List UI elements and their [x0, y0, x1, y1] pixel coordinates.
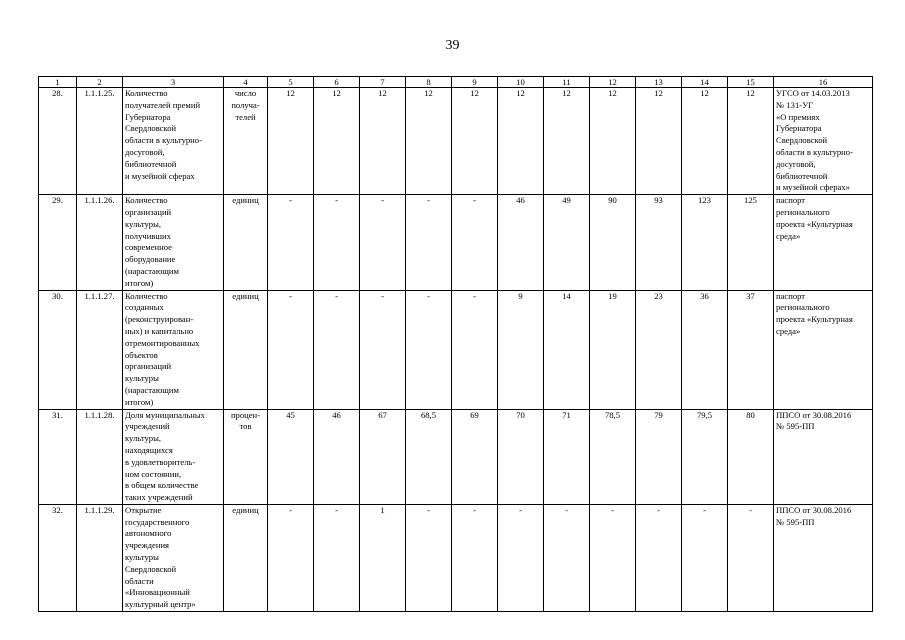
row-number: 29. [39, 195, 77, 290]
value-cell: - [360, 195, 406, 290]
row-number: 30. [39, 290, 77, 409]
value-cell: - [636, 504, 682, 611]
source-cell: ППСО от 30.08.2016 № 595-ПП [774, 504, 873, 611]
indicator-name: Открытие государственного автономного учреждения культуры Свердловской области «Инновационный культурный центр» [123, 504, 224, 611]
header-cell: 16 [774, 77, 873, 88]
header-cell: 5 [268, 77, 314, 88]
row-code: 1.1.1.27. [77, 290, 123, 409]
row-code: 1.1.1.25. [77, 88, 123, 195]
indicators-table [38, 76, 873, 612]
value-cell: - [406, 195, 452, 290]
value-cell: 9 [498, 290, 544, 409]
header-cell: 6 [314, 77, 360, 88]
value-cell: - [452, 504, 498, 611]
value-cell: - [406, 504, 452, 611]
header-cell: 14 [682, 77, 728, 88]
indicator-name: Доля муниципальных учреждений культуры, находящихся в удовлетворитель- ном состоянии, в общем количестве таких учреждений [123, 409, 224, 504]
value-cell: 12 [360, 88, 406, 195]
indicator-name: Количество созданных (реконструирован- ных) и капитально отремонтированных объектов организаций культуры (нарастающим итогом) [123, 290, 224, 409]
value-cell: 12 [498, 88, 544, 195]
table-row [39, 88, 873, 195]
value-cell: 49 [544, 195, 590, 290]
value-cell: 1 [360, 504, 406, 611]
value-cell: 37 [728, 290, 774, 409]
header-cell: 12 [590, 77, 636, 88]
value-cell: - [314, 290, 360, 409]
source-cell: УГСО от 14.03.2013 № 131-УГ «О премиях Губернатора Свердловской области в культурно- досуговой, библиотечной и музейной сферах» [774, 88, 873, 195]
table-row [39, 409, 873, 504]
value-cell: - [314, 195, 360, 290]
value-cell: 79 [636, 409, 682, 504]
value-cell: 14 [544, 290, 590, 409]
value-cell: - [682, 504, 728, 611]
row-code: 1.1.1.26. [77, 195, 123, 290]
row-number: 32. [39, 504, 77, 611]
header-cell: 7 [360, 77, 406, 88]
value-cell: - [268, 504, 314, 611]
page-number: 39 [445, 38, 460, 53]
table-row [39, 504, 873, 611]
value-cell: 46 [314, 409, 360, 504]
value-cell: - [314, 504, 360, 611]
value-cell: 19 [590, 290, 636, 409]
value-cell: 123 [682, 195, 728, 290]
row-code: 1.1.1.29. [77, 504, 123, 611]
header-cell: 8 [406, 77, 452, 88]
header-cell: 2 [77, 77, 123, 88]
unit-cell: число получа- телей [224, 88, 268, 195]
value-cell: 67 [360, 409, 406, 504]
value-cell: - [498, 504, 544, 611]
table-row [39, 290, 873, 409]
value-cell: 69 [452, 409, 498, 504]
indicator-name: Количество организаций культуры, получивших современное оборудование (нарастающим итогом) [123, 195, 224, 290]
value-cell: 71 [544, 409, 590, 504]
row-number: 28. [39, 88, 77, 195]
header-cell: 1 [39, 77, 77, 88]
source-cell: ППСО от 30.08.2016 № 595-ПП [774, 409, 873, 504]
value-cell: 12 [636, 88, 682, 195]
unit-cell: единиц [224, 504, 268, 611]
value-cell: - [728, 504, 774, 611]
value-cell: 78,5 [590, 409, 636, 504]
value-cell: 23 [636, 290, 682, 409]
value-cell: 79,5 [682, 409, 728, 504]
source-cell: паспорт регионального проекта «Культурная среда» [774, 195, 873, 290]
header-cell: 4 [224, 77, 268, 88]
header-cell: 15 [728, 77, 774, 88]
value-cell: 125 [728, 195, 774, 290]
value-cell: 12 [268, 88, 314, 195]
value-cell: - [544, 504, 590, 611]
row-code: 1.1.1.28. [77, 409, 123, 504]
value-cell: 45 [268, 409, 314, 504]
header-cell: 13 [636, 77, 682, 88]
value-cell: 80 [728, 409, 774, 504]
value-cell: - [452, 195, 498, 290]
value-cell: - [406, 290, 452, 409]
table-row [39, 195, 873, 290]
value-cell: 90 [590, 195, 636, 290]
value-cell: - [590, 504, 636, 611]
value-cell: - [360, 290, 406, 409]
value-cell: 12 [314, 88, 360, 195]
source-cell: паспорт регионального проекта «Культурная среда» [774, 290, 873, 409]
value-cell: - [268, 290, 314, 409]
row-number: 31. [39, 409, 77, 504]
value-cell: 12 [452, 88, 498, 195]
header-cell: 3 [123, 77, 224, 88]
value-cell: 12 [590, 88, 636, 195]
value-cell: - [268, 195, 314, 290]
header-row [39, 77, 873, 88]
value-cell: 12 [544, 88, 590, 195]
value-cell: 36 [682, 290, 728, 409]
value-cell: 12 [406, 88, 452, 195]
value-cell: 12 [682, 88, 728, 195]
value-cell: - [452, 290, 498, 409]
unit-cell: процен- тов [224, 409, 268, 504]
value-cell: 46 [498, 195, 544, 290]
unit-cell: единиц [224, 195, 268, 290]
value-cell: 70 [498, 409, 544, 504]
header-cell: 11 [544, 77, 590, 88]
header-cell: 9 [452, 77, 498, 88]
unit-cell: единиц [224, 290, 268, 409]
indicator-name: Количество получателей премий Губернатора Свердловской области в культурно- досуговой, библиотечной и музейной сферах [123, 88, 224, 195]
header-cell: 10 [498, 77, 544, 88]
value-cell: 12 [728, 88, 774, 195]
value-cell: 68,5 [406, 409, 452, 504]
value-cell: 93 [636, 195, 682, 290]
